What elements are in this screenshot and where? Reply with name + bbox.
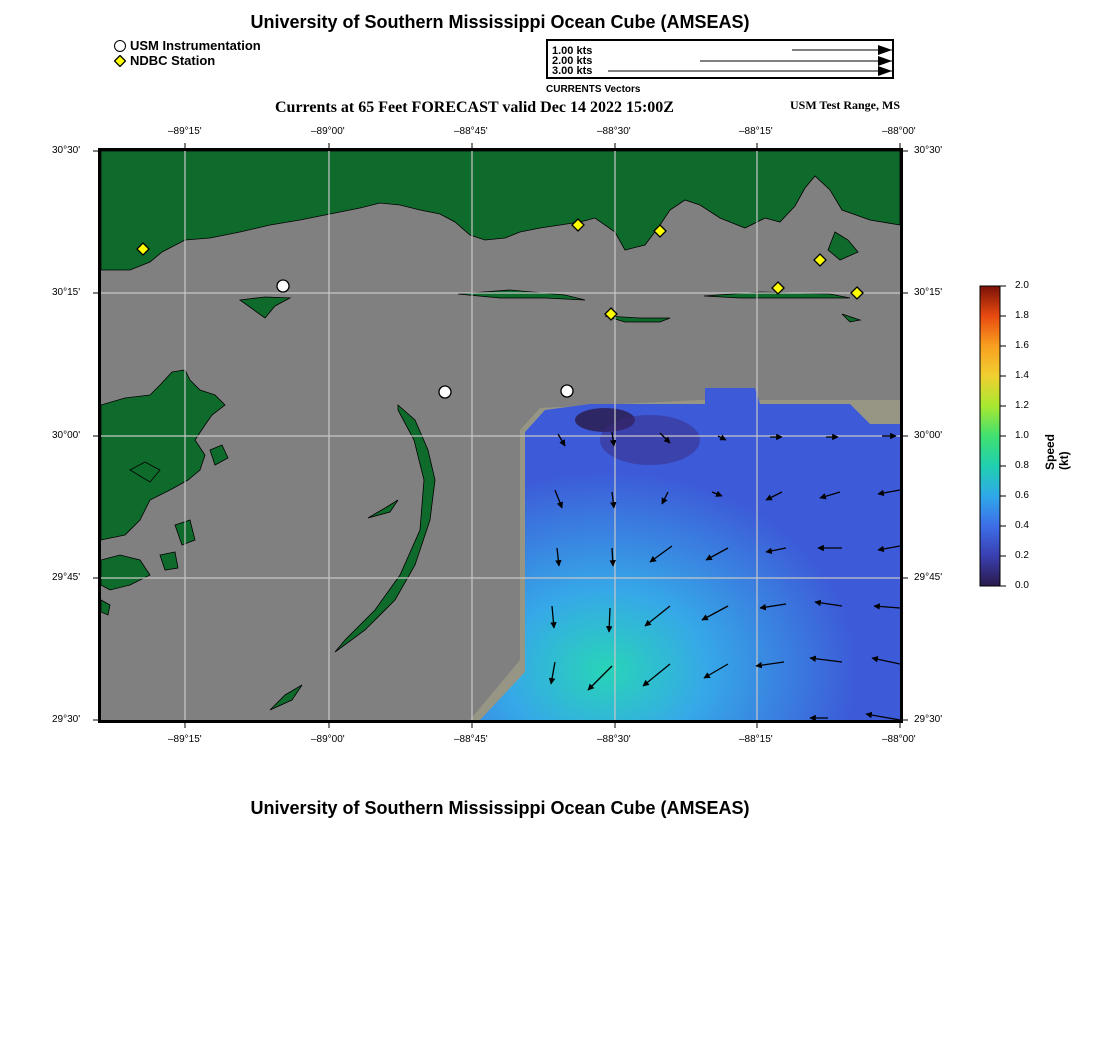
colorbar-tick-label: 2.0 xyxy=(1015,280,1029,291)
colorbar-tick-label: 0.4 xyxy=(1015,520,1029,531)
lon-label-bottom: –88°45' xyxy=(454,734,488,745)
colorbar-tick-label: 0.6 xyxy=(1015,490,1029,501)
footer-title: University of Southern Mississippi Ocean Cube (AMSEAS) xyxy=(250,798,750,818)
colorbar-tick-label: 0.2 xyxy=(1015,550,1029,561)
lat-label-right: 30°30' xyxy=(914,145,943,156)
map-subtitle: Currents at 65 Feet FORECAST valid Dec 14 2022 15:00Z xyxy=(275,99,674,116)
colorbar-tick-label: 1.8 xyxy=(1015,310,1029,321)
vector-scale-2: 2.00 kts xyxy=(552,55,593,67)
lat-label-left: 29°45' xyxy=(52,572,81,583)
region-label: USM Test Range, MS xyxy=(789,98,900,112)
lon-label-bottom: –89°15' xyxy=(168,734,202,745)
lon-label-top: –88°00' xyxy=(882,126,916,137)
colorbar-title: Speed (kt) xyxy=(1043,433,1071,470)
colorbar-tick-label: 1.4 xyxy=(1015,370,1029,381)
colorbar-tick-label: 1.6 xyxy=(1015,340,1029,351)
lat-label-left: 30°15' xyxy=(52,287,81,298)
usm-marker xyxy=(439,386,451,398)
usm-marker xyxy=(561,385,573,397)
colorbar xyxy=(980,286,1006,586)
lon-label-bottom: –88°30' xyxy=(597,734,631,745)
lon-label-bottom: –88°15' xyxy=(739,734,773,745)
lat-label-right: 30°00' xyxy=(914,430,943,441)
colorbar-tick-label: 0.8 xyxy=(1015,460,1029,471)
colorbar-tick-label: 1.0 xyxy=(1015,430,1029,441)
colorbar-tick-label: 1.2 xyxy=(1015,400,1029,411)
vector-caption: CURRENTS Vectors xyxy=(546,84,641,95)
lon-label-top: –88°15' xyxy=(739,126,773,137)
legend-usm-label: USM Instrumentation xyxy=(130,38,261,53)
lat-label-left: 30°30' xyxy=(52,145,81,156)
lon-label-top: –88°45' xyxy=(454,126,488,137)
lon-label-top: –88°30' xyxy=(597,126,631,137)
vector-scale-1: 1.00 kts xyxy=(552,45,593,57)
lon-label-bottom: –89°00' xyxy=(311,734,345,745)
figure-title: University of Southern Mississippi Ocean Cube (AMSEAS) xyxy=(250,12,750,32)
lat-label-right: 29°30' xyxy=(914,714,943,725)
vector-scale-arrows xyxy=(608,45,892,76)
vector-scale-3: 3.00 kts xyxy=(552,65,593,77)
legend-ndbc-label: NDBC Station xyxy=(130,53,216,68)
usm-marker xyxy=(277,280,289,292)
lon-label-top: –89°00' xyxy=(311,126,345,137)
colorbar-tick-label: 0.0 xyxy=(1015,580,1029,591)
lat-label-left: 29°30' xyxy=(52,714,81,725)
lat-label-right: 29°45' xyxy=(914,572,943,583)
lon-label-bottom: –88°00' xyxy=(882,734,916,745)
lon-label-top: –89°15' xyxy=(168,126,202,137)
lat-label-right: 30°15' xyxy=(914,287,943,298)
current-speed-field xyxy=(470,388,900,720)
lat-label-left: 30°00' xyxy=(52,430,81,441)
